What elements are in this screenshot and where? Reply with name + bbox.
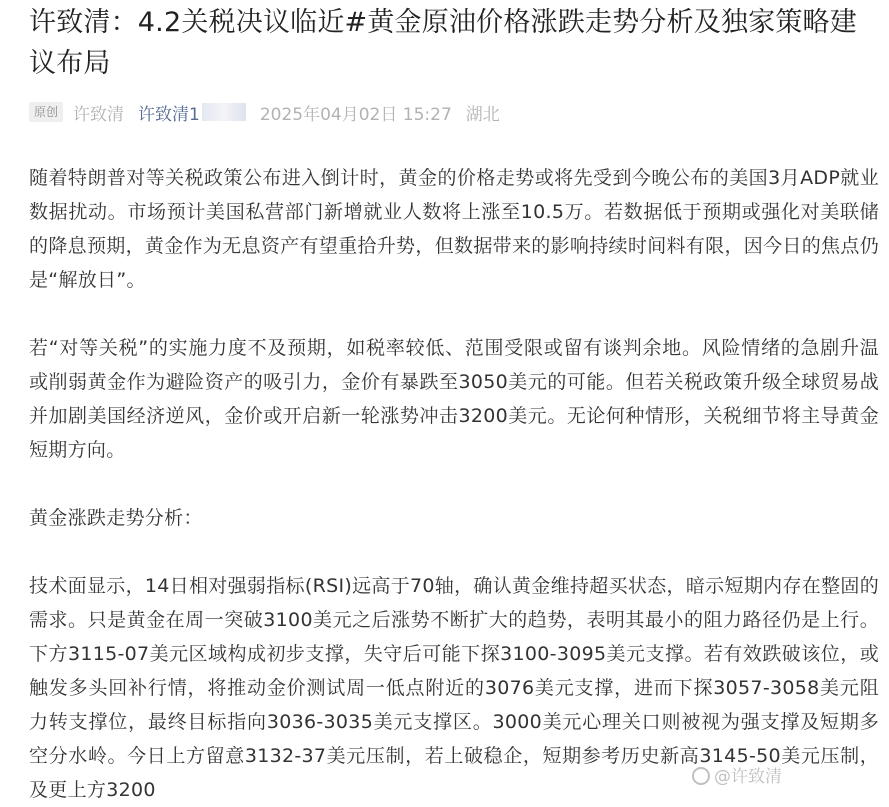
paragraph-3: 技术面显示，14日相对强弱指标(RSI)远高于70轴，确认黄金维持超买状态，暗示短期内存在整固的需求。只是黄金在周一突破3100美元之后涨势不断扩大的趋势，表明其最小的阻力路径仍是上行。下方3115-07美元区域构成初步支撑，失守后可能下探3100-3095美元支撑。若有效跌破该位，或触发多头回补行情，将推动金价测试周一低点附近的3076美元支撑，进而下探3057-3058美元阻力转支撑位，最终目标指向3036-3035美元支撑区。3000美元心理关口则被视为强支撑及短期多空分水岭。今日上方留意3132-37美元压制，若上破稳企，短期参考历史新高3145-50美元压制，及更上方3200 — [29, 575, 879, 801]
watermark-text: @许致清 — [714, 767, 782, 787]
article-title: 许致清：4.2关税决议临近#黄金原油价格涨跌走势分析及独家策略建议布局 — [29, 7, 857, 79]
article-meta — [29, 100, 879, 124]
publish-location: 湖北 — [465, 104, 500, 125]
author-name: 许致清 — [73, 104, 125, 125]
article-body — [29, 161, 879, 807]
section-heading: 黄金涨跌走势分析： — [29, 507, 203, 529]
publish-date: 2025年04月02日 15:27 — [259, 104, 452, 125]
paragraph-1: 随着特朗普对等关税政策公布进入倒计时，黄金的价格走势或将先受到今晚公布的美国3月ADP就业数据扰动。市场预计美国私营部门新增就业人数将上涨至10.5万。若数据低于预期或强化对美联储的降息预期，黄金作为无息资产有望重拾升势，但数据带来的影响持续时间料有限，因今日的焦点仍是“解放日”。 — [29, 167, 879, 291]
article — [29, 0, 879, 807]
account-link[interactable]: 许致清1 — [138, 104, 200, 125]
paragraph-2: 若“对等关税”的实施力度不及预期，如税率较低、范围受限或留有谈判余地。风险情绪的急剧升温或削弱黄金作为避险资产的吸引力，金价有暴跌至3050美元的可能。但若关税政策升级全球贸易战并加剧美国经济逆风，金价或开启新一轮涨势冲击3200美元。无论何种情形，关税细节将主导黄金短期方向。 — [29, 337, 879, 461]
original-badge: 原创 — [29, 102, 63, 122]
redacted-block — [202, 103, 246, 121]
